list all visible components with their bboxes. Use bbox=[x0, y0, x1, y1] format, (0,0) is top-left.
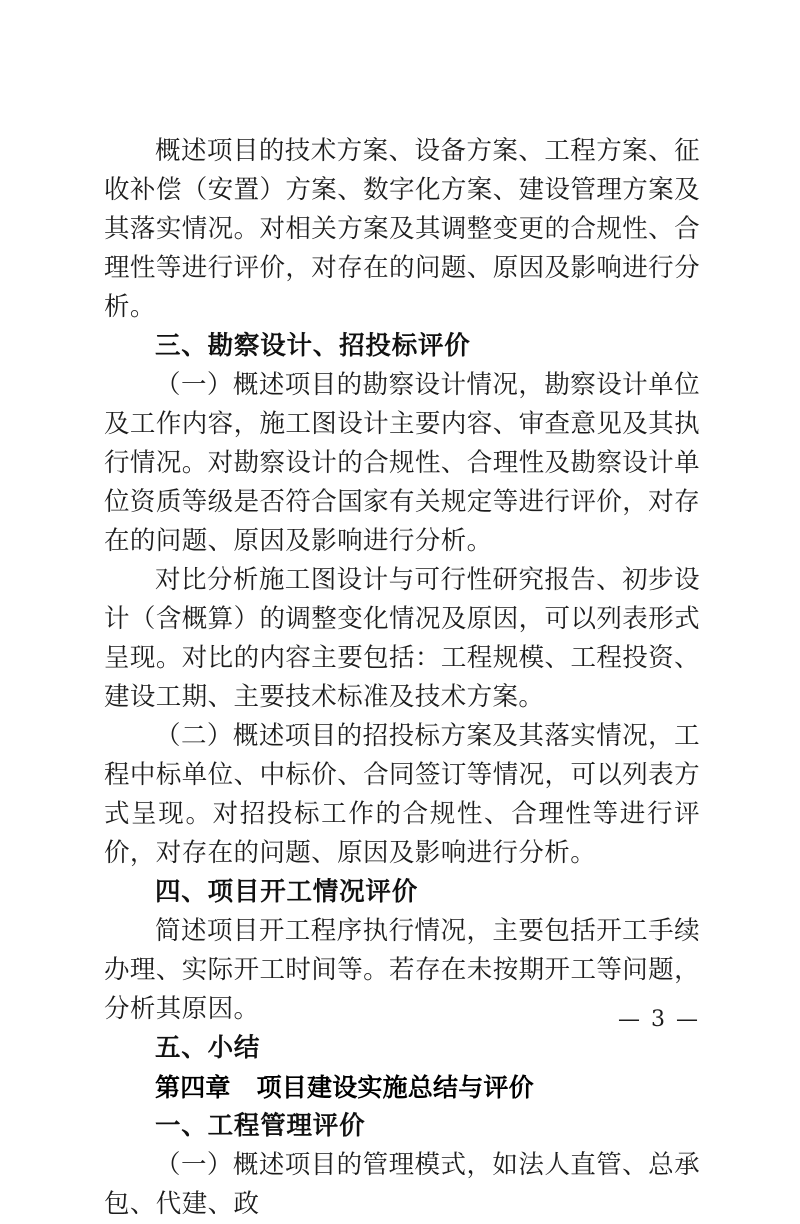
heading-section-four-project-commencement: 四、项目开工情况评价 bbox=[155, 877, 419, 907]
heading-section-three-survey-design-bidding: 三、勘察设计、招投标评价 bbox=[155, 331, 471, 361]
paragraph-survey-design-overview: （一）概述项目的勘察设计情况，勘察设计单位及工作内容，施工图设计主要内容、审查意见及其执行情况。对勘察设计的合规性、合理性及勘察设计单位资质等级是否符合国家有关规定等进行评价，对存在的问题、原因及影响进行分析。 bbox=[104, 370, 700, 556]
paragraph-bidding-scheme-overview: （二）概述项目的招投标方案及其落实情况，工程中标单位、中标价、合同签订等情况，可以列表方式呈现。对招投标工作的合规性、合理性等进行评价，对存在的问题、原因及影响进行分析。 bbox=[104, 721, 700, 868]
chapter-number: 第四章 bbox=[155, 1073, 231, 1102]
page-number-footer: — 3 — bbox=[618, 1007, 700, 1032]
paragraph-comparative-analysis: 对比分析施工图设计与可行性研究报告、初步设计（含概算）的调整变化情况及原因，可以列表形式呈现。对比的内容主要包括：工程规模、工程投资、建设工期、主要技术标准及技术方案。 bbox=[104, 565, 700, 712]
heading-section-one-engineering-management: 一、工程管理评价 bbox=[155, 1111, 366, 1141]
paragraph-commencement-procedure: 简述项目开工程序执行情况，主要包括开工手续办理、实际开工时间等。若存在未按期开工等问题，分析其原因。 bbox=[104, 916, 700, 1024]
document-body bbox=[104, 132, 700, 1224]
chapter-title-four bbox=[104, 1068, 700, 1107]
paragraph-management-mode-overview: （一）概述项目的管理模式，如法人直管、总承包、代建、政 bbox=[104, 1150, 700, 1219]
paragraph-technical-scheme-overview: 概述项目的技术方案、设备方案、工程方案、征收补偿（安置）方案、数字化方案、建设管理方案及其落实情况。对相关方案及其调整变更的合规性、合理性等进行评价，对存在的问题、原因及影响进行分析。 bbox=[104, 136, 700, 322]
chapter-title-text: 项目建设实施总结与评价 bbox=[256, 1073, 534, 1102]
heading-section-five-summary: 五、小结 bbox=[155, 1033, 261, 1063]
